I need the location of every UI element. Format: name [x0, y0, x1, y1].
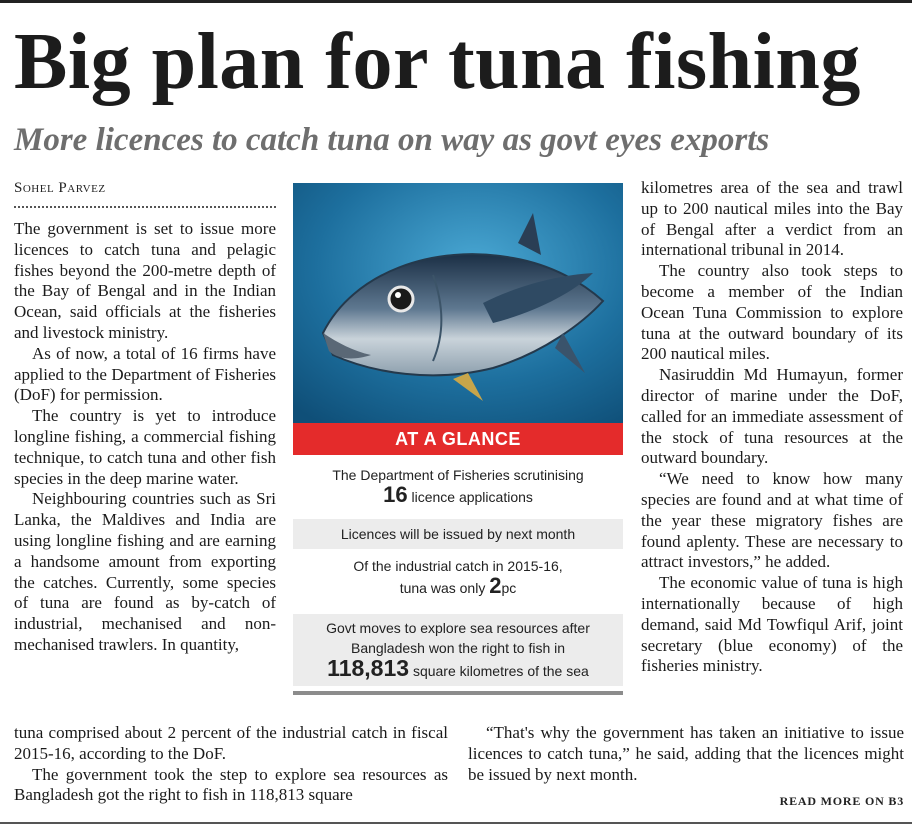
- paragraph: Neighbouring countries such as Sri Lanka, the Maldives and India are using longline fishing and are earning a handsome amount from exporting the catches. Currently, some species of tuna are found as by-catch of industrial, mechanised and non-mechanised trawlers. In quantity,: [14, 489, 276, 654]
- headline: Big plan for tuna fishing: [14, 18, 861, 106]
- glance-text: The Department of Fisheries scrutinising: [332, 467, 584, 483]
- glance-bottom-rule: [293, 691, 623, 695]
- paragraph: The country is yet to introduce longline fishing, a commercial fishing technique, to catch tuna and other fish species in the deep marine water.: [14, 406, 276, 488]
- column-3: [641, 178, 903, 677]
- paragraph: tuna comprised about 2 percent of the industrial catch in fiscal 2015-16, according to the DoF.: [14, 723, 448, 763]
- paragraph: The country also took steps to become a member of the Indian Ocean Tuna Commission to explore tuna at the outward boundary of its 200 nautical miles.: [641, 261, 903, 364]
- paragraph: The government took the step to explore sea resources as Bangladesh got the right to fish in 118,813 square: [14, 764, 448, 805]
- tuna-photo: [293, 183, 623, 423]
- glance-number: 16: [383, 482, 408, 507]
- paragraph: “We need to know how many species are found and at what time of the year these migratory fishes are found aplenty. These are necessary to attract investors,” he added.: [641, 469, 903, 572]
- at-a-glance-title: AT A GLANCE: [293, 423, 623, 455]
- glance-item-applications: [293, 465, 623, 511]
- glance-text: pc: [501, 580, 517, 596]
- paragraph: As of now, a total of 16 firms have applied to the Department of Fisheries (DoF) for permission.: [14, 343, 276, 405]
- glance-number: 118,813: [327, 655, 410, 681]
- paragraph: The economic value of tuna is high internationally because of high demand, said Md Towfiqul Arif, joint secretary (blue economy) of the fisheries ministry.: [641, 573, 903, 676]
- glance-item-licences: [293, 519, 623, 549]
- deck: More licences to catch tuna on way as govt eyes exports: [14, 122, 770, 158]
- glance-item-sea-area: [293, 614, 623, 686]
- tuna-fish-icon: [293, 183, 623, 423]
- read-more-link[interactable]: READ MORE ON B3: [779, 794, 904, 808]
- paragraph: Nasiruddin Md Humayun, former director of marine under the DoF, called for an immediate assessment of the stock of tuna resources at the outward boundary.: [641, 365, 903, 468]
- paragraph: kilometres area of the sea and trawl up to 200 nautical miles into the Bay of Bengal after a verdict from an international tribunal in 2014.: [641, 178, 903, 260]
- paragraph: “That's why the government has taken an initiative to issue licences to catch tuna,” he said, adding that the licences might be issued by next month.: [468, 723, 904, 784]
- column-1: [14, 219, 276, 656]
- glance-text: Govt moves to explore sea resources after: [326, 620, 590, 636]
- glance-text: Of the industrial catch in 2015-16,: [353, 558, 563, 574]
- glance-text: tuna was only: [399, 580, 486, 596]
- column-1-continued: [14, 723, 448, 806]
- glance-text: licence applications: [411, 489, 533, 505]
- glance-text: square kilometres of the sea: [412, 663, 589, 679]
- glance-text: Licences will be issued by next month: [340, 526, 576, 542]
- byline-divider: [14, 206, 276, 208]
- glance-text: Bangladesh won the right to fish in: [350, 640, 566, 656]
- byline: Sohel Parvez: [14, 180, 106, 196]
- paragraph: The government is set to issue more licences to catch tuna and pelagic fishes beyond the 200-metre depth of the Bay of Bengal and in the Indian Ocean, said officials at the fisheries and livestock ministry.: [14, 219, 276, 342]
- footer-rule: [0, 822, 912, 824]
- column-3-continued: [468, 723, 904, 785]
- top-rule: [0, 0, 912, 3]
- glance-item-catch: [293, 556, 623, 606]
- glance-number: 2: [489, 573, 502, 598]
